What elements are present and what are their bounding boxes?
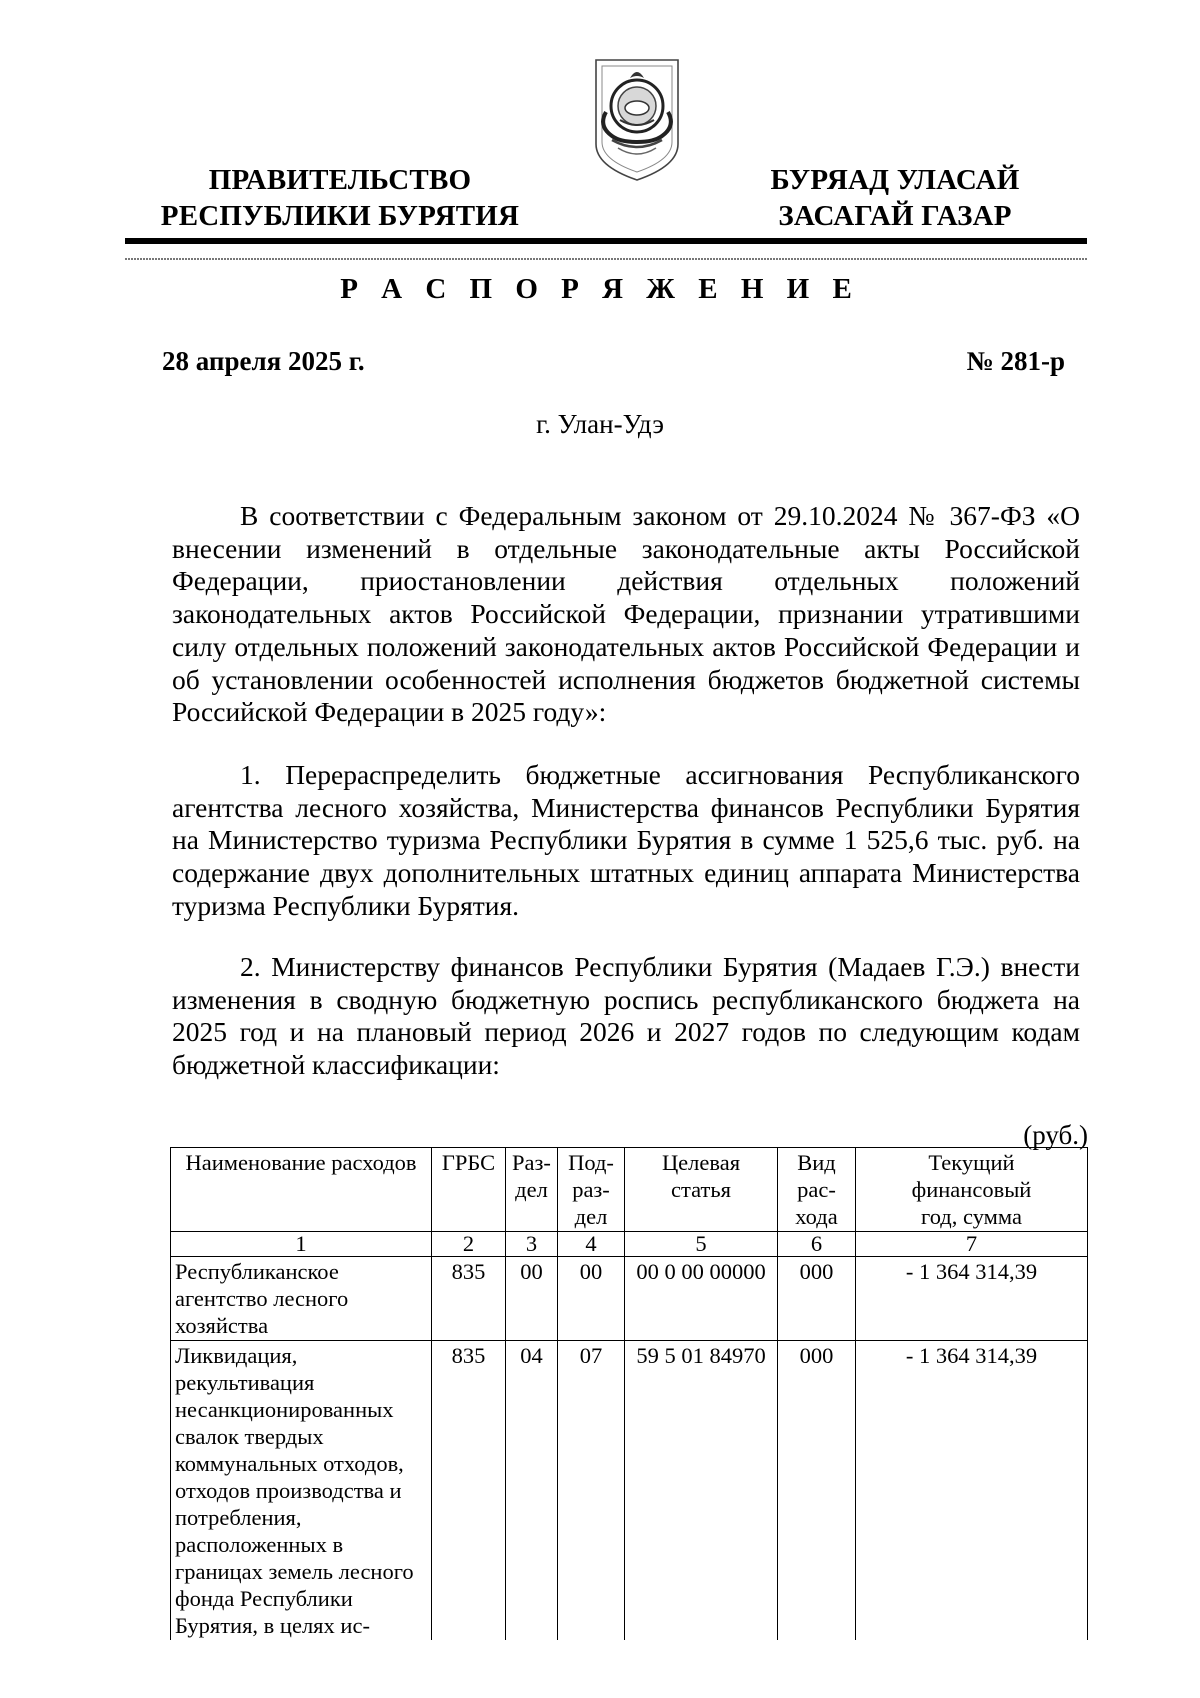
row-expense-name: Республиканское агентство лесного хозяйства: [171, 1257, 432, 1341]
government-name-buryat-line2: ЗАСАГАЙ ГАЗАР: [778, 200, 1012, 232]
government-name-buryat: [730, 162, 1060, 234]
row-podrazdel: 00: [558, 1257, 625, 1341]
item-2-paragraph: 2. Министерству финансов Республики Бурятия (Мадаев Г.Э.) внести изменения в сводную бюджетную роспись республиканского бюджета на 2025 год и на плановый период 2026 и 2027 годов по следующим кодам бюджетной классификации:: [172, 951, 1080, 1081]
row-podrazdel: 07: [558, 1341, 625, 1641]
column-number: 2: [432, 1232, 506, 1257]
row-tselevaya-statya: 59 5 01 84970: [625, 1341, 778, 1641]
document-number: № 281-р: [966, 346, 1065, 376]
column-number: 6: [778, 1232, 856, 1257]
budget-classification-table: [170, 1147, 1088, 1640]
document-city: г. Улан-Удэ: [536, 409, 664, 439]
row-summa: - 1 364 314,39: [856, 1341, 1088, 1641]
header-divider-thick: [125, 238, 1087, 244]
header-expense-name: Наименование расходов: [171, 1148, 432, 1232]
buryatia-coat-of-arms-icon: [590, 56, 684, 184]
table-header-row: [171, 1148, 1088, 1232]
header-vid-raskhoda: Вид рас- хода: [778, 1148, 856, 1232]
item-1-paragraph: 1. Перераспределить бюджетные ассигнования Республиканского агентства лесного хозяйства, Министерства финансов Республики Бурятия на Министерство туризма Республики Бурятия в сумме 1 525,6 тыс. руб. на содержание двух дополнительных штатных единиц аппарата Министерства туризма Республики Бурятия.: [172, 759, 1080, 921]
row-razdel: 00: [506, 1257, 558, 1341]
table-column-numbers-row: [171, 1232, 1088, 1257]
document-type-title: Р А С П О Р Я Ж Е Н И Е: [340, 273, 860, 305]
government-name-buryat-line1: БУРЯАД УЛАСАЙ: [770, 164, 1020, 196]
header-tselevaya-statya: Целевая статья: [625, 1148, 778, 1232]
column-number: 7: [856, 1232, 1088, 1257]
column-number: 3: [506, 1232, 558, 1257]
row-vid-raskhoda: 000: [778, 1341, 856, 1641]
document-date: 28 апреля 2025 г.: [162, 346, 365, 376]
row-grbs: 835: [432, 1341, 506, 1641]
row-tselevaya-statya: 00 0 00 00000: [625, 1257, 778, 1341]
preamble-paragraph: В соответствии с Федеральным законом от 29.10.2024 № 367-ФЗ «О внесении изменений в отдельные законодательные акты Российской Федерации, приостановлении действия отдельных положений законодательных актов Российской Федерации, признании утратившими силу отдельных положений законодательных актов Российской Федерации и об установлении особенностей исполнения бюджетов бюджетной системы Российской Федерации в 2025 году»:: [172, 500, 1080, 728]
row-vid-raskhoda: 000: [778, 1257, 856, 1341]
column-number: 4: [558, 1232, 625, 1257]
header-podrazdel: Под- раз- дел: [558, 1148, 625, 1232]
table-row: [171, 1341, 1088, 1641]
table-row: [171, 1257, 1088, 1341]
government-name-russian: [150, 162, 530, 234]
government-name-line1: ПРАВИТЕЛЬСТВО: [208, 164, 472, 196]
row-razdel: 04: [506, 1341, 558, 1641]
coat-of-arms-emblem: [590, 56, 684, 184]
header-grbs: ГРБС: [432, 1148, 506, 1232]
column-number: 1: [171, 1232, 432, 1257]
header-tekushchiy-god: Текущий финансовый год, сумма: [856, 1148, 1088, 1232]
row-summa: - 1 364 314,39: [856, 1257, 1088, 1341]
government-name-line2: РЕСПУБЛИКИ БУРЯТИЯ: [160, 200, 520, 232]
currency-unit-label: (руб.): [1023, 1120, 1088, 1150]
header-divider-thin: [125, 258, 1087, 260]
row-grbs: 835: [432, 1257, 506, 1341]
column-number: 5: [625, 1232, 778, 1257]
header-razdel: Раз- дел: [506, 1148, 558, 1232]
row-expense-name: Ликвидация, рекультивация несанкционированных свалок твердых коммунальных отходов, отходов производства и потребления, расположенных в границах земель лесного фонда Республики Бурятия, в целях ис-: [171, 1341, 432, 1641]
